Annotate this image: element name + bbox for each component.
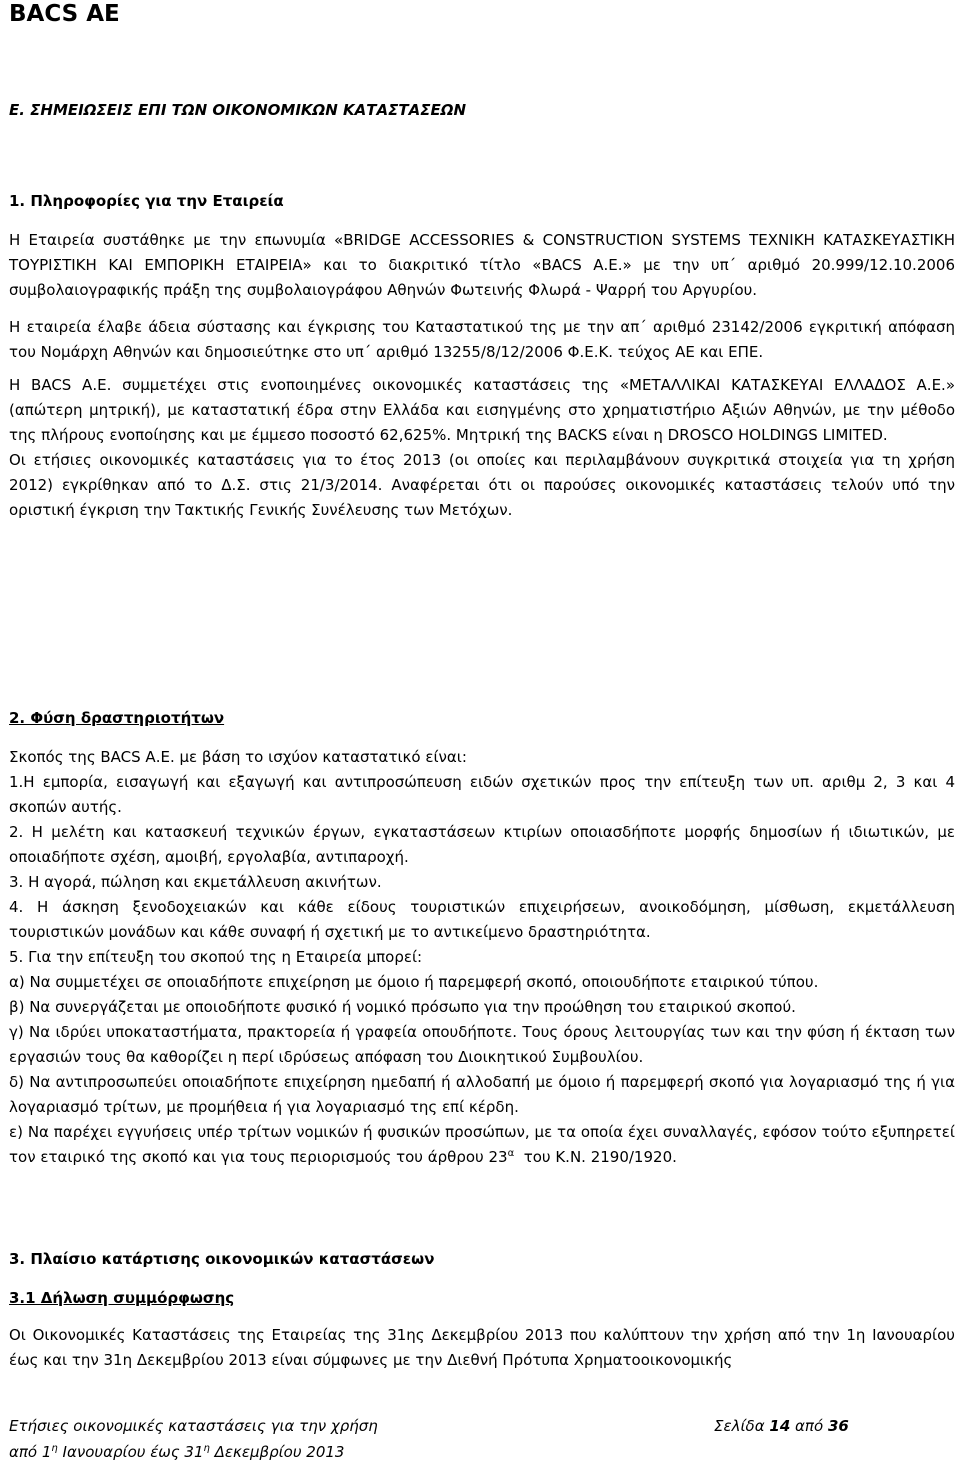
purpose-intro: Σκοπός της BACS Α.Ε. με βάση το ισχύον καταστατικό είναι: — [9, 748, 467, 766]
purpose-subitem-g: γ) Να ιδρύει υποκαταστήματα, πρακτορεία ή γραφεία οπουδήποτε. Τους όρους λειτουργίας των και την φύση ή έκταση των εργασιών τους θα καθορίζει η περί ιδρύσεως απόφαση του Διοικητικού Συμβουλίου. — [9, 1023, 955, 1066]
purpose-subitem-a: α) Να συμμετέχει σε οποιαδήποτε επιχείρηση με όμοιο ή παρεμφερή σκοπό, οποιουδήποτε εταιρικού τύπου. — [9, 973, 819, 991]
purpose-subitem-e — [9, 1120, 955, 1170]
section-2 — [9, 706, 955, 1170]
section-2-heading: 2. Φύση δραστηριοτήτων — [9, 709, 225, 727]
footer-from: από 1 — [9, 1443, 52, 1461]
page-total: 36 — [827, 1417, 849, 1435]
section-3 — [9, 1247, 955, 1373]
page-of: από — [795, 1417, 824, 1435]
purpose-item-1: 1.Η εμπορία, εισαγωγή και εξαγωγή και αντιπροσώπευση ειδών σχετικών προς την επίτευξη των υπ. αριθμ 2, 3 και 4 σκοπών αυτής. — [9, 773, 955, 816]
purpose-subitem-b: β) Να συνεργάζεται με οποιοδήποτε φυσικό ή νομικό πρόσωπο για την προώθηση του εταιρικού σκοπού. — [9, 998, 796, 1016]
section-1 — [9, 189, 955, 523]
purpose-item-4: 4. Η άσκηση ξενοδοχειακών και κάθε είδους τουριστικών επιχειρήσεων, ανοικοδόμηση, μίσθωση, εκμετάλλευση τουριστικών μονάδων και κάθε συναφή ή σχετική με το αντικείμενο δραστηριότητα. — [9, 898, 955, 941]
company-title: BACS AE — [9, 1, 120, 27]
paragraph-founding: Η Εταιρεία συστάθηκε με την επωνυμία «BRIDGE ACCESSORIES & CONSTRUCTION SYSTEMS ΤΕΧΝΙΚΗ ΚΑΤΑΣΚΕΥΑΣΤΙΚΗ ΤΟΥΡΙΣΤΙΚΗ ΚΑΙ ΕΜΠΟΡΙΚΗ ΕΤΑΙΡΕΙΑ» και το διακριτικό τίτλο «BACS Α.Ε.» με την υπ΄ αριθμό 20.999/12.10.2006 συμβολαιογραφικής πράξη της συμβολαιογράφου Αθηνών Φωτεινής Φλωρά - Ψαρρή του Αργυρίου. — [9, 231, 955, 299]
superscript-a: α — [507, 1148, 515, 1159]
purpose-subitem-e-text: ε) Να παρέχει εγγυήσεις υπέρ τρίτων νομικών ή φυσικών προσώπων, με τα οποία έχει συναλλαγές, εφόσον τούτο εξυπηρετεί τον εταιρικό της σκοπό και για τους περιορισμούς του άρθρου 23 — [9, 1123, 955, 1166]
superscript-eta-1: η — [51, 1443, 58, 1454]
document-page — [9, 0, 955, 1468]
section-title: Ε. ΣΗΜΕΙΩΣΕΙΣ ΕΠΙ ΤΩΝ ΟΙΚΟΝΟΜΙΚΩΝ ΚΑΤΑΣΤΑΣΕΩΝ — [9, 101, 467, 119]
paragraph-license: Η εταιρεία έλαβε άδεια σύστασης και έγκρισης του Καταστατικού της με την απ΄ αριθμό 23142/2006 εγκριτική απόφαση του Νομάρχη Αθηνών και δημοσιεύτηκε στο υπ΄ αριθμό 13255/8/12/2006 Φ.Ε.Κ. τεύχος ΑΕ και ΕΠΕ. — [9, 318, 955, 361]
section-3-heading: 3. Πλαίσιο κατάρτισης οικονομικών καταστάσεων — [9, 1250, 435, 1268]
superscript-eta-2: η — [203, 1443, 210, 1454]
paragraph-approval: Οι ετήσιες οικονομικές καταστάσεις για το έτος 2013 (οι οποίες και περιλαμβάνουν συγκριτικά στοιχεία για τη χρήση 2012) εγκρίθηκαν από το Δ.Σ. στις 21/3/2014. Αναφέρεται ότι οι παρούσες οικονομικές καταστάσεις τελούν υπό την οριστική έγκριση την Τακτικής Γενικής Συνέλευσης των Μετόχων. — [9, 451, 955, 519]
section-3-1-heading: 3.1 Δήλωση συμμόρφωσης — [9, 1289, 235, 1307]
purpose-item-3: 3. Η αγορά, πώληση και εκμετάλλευση ακινήτων. — [9, 873, 382, 891]
purpose-item-2: 2. Η μελέτη και κατασκευή τεχνικών έργων, εγκαταστάσεων κτιρίων οποιασδήποτε μορφής δημοσίων ή ιδιωτικών, με οποιαδήποτε σχέση, αμοιβή, εργολαβία, αντιπαροχή. — [9, 823, 955, 866]
purpose-subitem-e-tail: του Κ.Ν. 2190/1920. — [514, 1148, 677, 1166]
page-number — [714, 1413, 849, 1439]
footer-december: Δεκεμβρίου 2013 — [209, 1443, 345, 1461]
footer-line-1: Ετήσιες οικονομικές καταστάσεις για την χρήση — [9, 1417, 378, 1435]
paragraph-compliance: Οι Οικονομικές Καταστάσεις της Εταιρείας της 31ης Δεκεμβρίου 2013 που καλύπτουν την χρήση από την 1η Ιανουαρίου έως και την 31η Δεκεμβρίου 2013 είναι σύμφωνες με την Διεθνή Πρότυπα Χρηματοοικονομικής — [9, 1326, 955, 1369]
footer-period — [9, 1413, 378, 1465]
purpose-item-5: 5. Για την επίτευξη του σκοπού της η Εταιρεία μπορεί: — [9, 948, 423, 966]
footer-line-2 — [9, 1439, 378, 1465]
section-1-heading: 1. Πληροφορίες για την Εταιρεία — [9, 192, 284, 210]
page-current: 14 — [769, 1417, 791, 1435]
paragraph-parent-company: Η BACS Α.Ε. συμμετέχει στις ενοποιημένες οικονομικές καταστάσεις της «ΜΕΤΑΛΛΙΚΑΙ ΚΑΤΑΣΚΕΥΑΙ ΕΛΛΑΔΟΣ Α.Ε.» (απώτερη μητρική), με καταστατική έδρα στην Ελλάδα και εισηγμένης στο χρηματιστήριο Αξιών Αθηνών, με την μέθοδο της πλήρους ενοποίησης και με έμμεσο ποσοστό 62,625%. Μητρική της BACKS είναι η DROSCO HOLDINGS LIMITED. — [9, 376, 955, 444]
footer-january: Ιανουαρίου έως 31 — [57, 1443, 204, 1461]
purpose-subitem-d: δ) Να αντιπροσωπεύει οποιαδήποτε επιχείρηση ημεδαπή ή αλλοδαπή με όμοιο ή παρεμφερή σκοπό για λογαριασμό της ή για λογαριασμό τρίτων, με προμήθεια ή για λογαριασμό της επί κέρδη. — [9, 1073, 955, 1116]
page-label: Σελίδα — [714, 1417, 765, 1435]
